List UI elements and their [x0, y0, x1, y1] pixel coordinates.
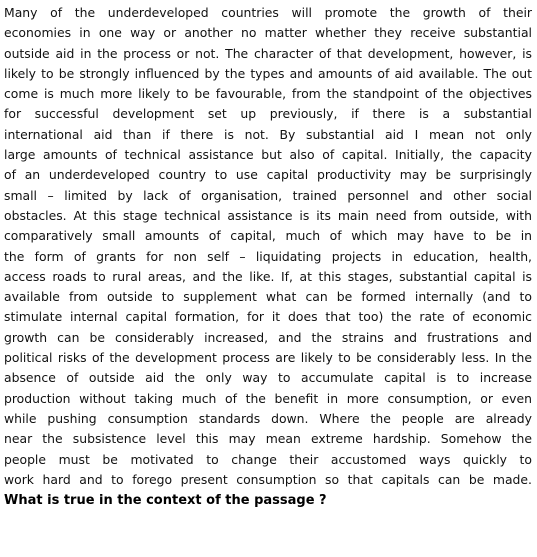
- passage-line: large amounts of technical assistance but also of capital. Initially, the capacity: [4, 147, 532, 163]
- passage-line: production without taking much of the benefit in more consumption, or even: [4, 390, 532, 406]
- passage-line: of an underdeveloped country to use capital productivity may be surprisingly: [4, 167, 532, 183]
- passage-line: small – limited by lack of organisation, trained personnel and other social: [4, 187, 532, 203]
- passage-line: obstacles. At this stage technical assistance is its main need from outside, with: [4, 207, 532, 223]
- passage-line: absence of outside aid the only way to accumulate capital is to increase: [4, 370, 532, 386]
- passage-line: while pushing consumption standards down. Where the people are already: [4, 410, 532, 426]
- passage-line: growth can be considerably increased, and the strains and frustrations and: [4, 329, 532, 345]
- passage-line: access roads to rural areas, and the like. If, at this stages, substantial capital is: [4, 268, 532, 284]
- passage-line: the form of grants for non self – liquidating projects in education, health,: [4, 248, 532, 264]
- passage-line: near the subsistence level this may mean extreme hardship. Somehow the: [4, 431, 532, 447]
- passage-line: economies in one way or another no matter whether they receive substantial: [4, 25, 532, 41]
- passage-line: people must be motivated to change their accustomed ways quickly to: [4, 451, 532, 467]
- passage-line: stimulate internal capital formation, for it does that too) the rate of economic: [4, 309, 532, 325]
- passage-line: work hard and to forego present consumption so that capitals can be made.: [4, 471, 532, 487]
- passage-line: available from outside to supplement what can be formed internally (and to: [4, 289, 532, 305]
- passage-line: comparatively small amounts of capital, much of which may have to be in: [4, 228, 532, 244]
- passage-line: outside aid in the process or not. The character of that development, however, is: [4, 45, 532, 61]
- passage-text: [4, 3, 532, 490]
- passage-line: Many of the underdeveloped countries will promote the growth of their: [4, 5, 532, 20]
- passage-line: international aid than if there is not. By substantial aid I mean not only: [4, 126, 532, 142]
- passage-line: come is much more likely to be favourable, from the standpoint of the objectives: [4, 86, 532, 102]
- passage-line: political risks of the development process are likely to be considerably less. In the: [4, 350, 532, 366]
- passage-line: likely to be strongly influenced by the types and amounts of aid available. The out: [4, 65, 532, 81]
- passage-line: for successful development set up previously, if there is a substantial: [4, 106, 532, 122]
- question-text: What is true in the context of the passage ?: [4, 493, 327, 509]
